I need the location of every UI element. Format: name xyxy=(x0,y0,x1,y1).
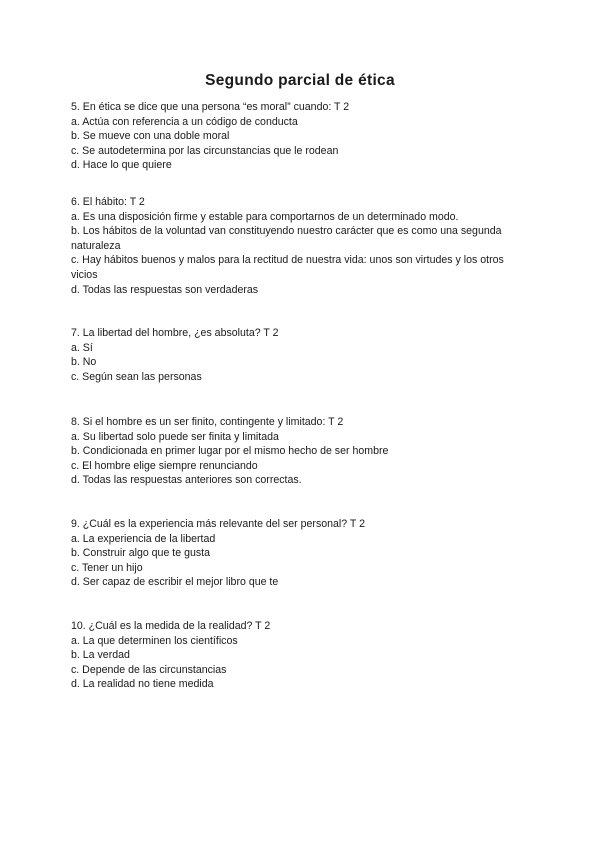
question-text: 6. El hábito: T 2 xyxy=(71,196,145,208)
question-block-5 xyxy=(71,100,533,173)
question-block-10 xyxy=(71,619,533,692)
question-text: 5. En ética se dice que una persona “es moral” cuando: T 2 xyxy=(71,101,350,113)
answer-option-b: b. Condicionada en primer lugar por el mismo hecho de ser hombre xyxy=(71,445,389,458)
answer-option-a: a. Actúa con referencia a un código de conducta xyxy=(71,115,298,128)
answer-option-a: a. Es una disposición firme y estable para comportarnos de un determinado modo. xyxy=(71,210,459,223)
answer-option-d: d. Todas las respuestas son verdaderas xyxy=(71,283,259,296)
question-block-7 xyxy=(71,326,533,384)
question-block-6 xyxy=(71,195,533,297)
answer-option-c: c. Hay hábitos buenos y malos para la rectitud de nuestra vida: unos son virtudes y los otros vicios xyxy=(71,254,504,281)
question-text: 9. ¿Cuál es la experiencia más relevante del ser personal? T 2 xyxy=(71,518,366,530)
answer-option-c: c. Se autodetermina por las circunstancias que le rodean xyxy=(71,144,339,157)
answer-option-c: c. Tener un hijo xyxy=(71,561,143,574)
question-text: 8. Si el hombre es un ser finito, contingente y limitado: T 2 xyxy=(71,416,344,428)
answer-option-d: d. Hace lo que quiere xyxy=(71,159,172,172)
answer-option-b: b. La verdad xyxy=(71,649,130,662)
answer-option-b: b. Los hábitos de la voluntad van constituyendo nuestro carácter que es como una segunda naturaleza xyxy=(71,225,502,252)
answer-option-b: b. Se mueve con una doble moral xyxy=(71,130,230,143)
answer-option-d: d. La realidad no tiene medida xyxy=(71,678,214,691)
page-title: Segundo parcial de ética xyxy=(205,72,395,89)
answer-option-b: b. Construir algo que te gusta xyxy=(71,547,210,560)
answer-option-a: a. La que determinen los científicos xyxy=(71,634,238,647)
answer-option-d: d. Todas las respuestas anteriores son correctas. xyxy=(71,474,302,487)
question-block-9 xyxy=(71,517,533,590)
answer-option-a: a. La experiencia de la libertad xyxy=(71,532,216,545)
answer-option-a: a. Sí xyxy=(71,341,93,354)
question-block-8 xyxy=(71,415,533,488)
answer-option-d: d. Ser capaz de escribir el mejor libro que te xyxy=(71,576,279,589)
answer-option-c: c. Depende de las circunstancias xyxy=(71,663,227,676)
question-text: 10. ¿Cuál es la medida de la realidad? T 2 xyxy=(71,620,271,632)
answer-option-c: c. El hombre elige siempre renunciando xyxy=(71,459,258,472)
question-text: 7. La libertad del hombre, ¿es absoluta? T 2 xyxy=(71,327,279,339)
answer-option-b: b. No xyxy=(71,356,97,369)
answer-option-c: c. Según sean las personas xyxy=(71,370,202,383)
answer-option-a: a. Su libertad solo puede ser finita y limitada xyxy=(71,430,279,443)
